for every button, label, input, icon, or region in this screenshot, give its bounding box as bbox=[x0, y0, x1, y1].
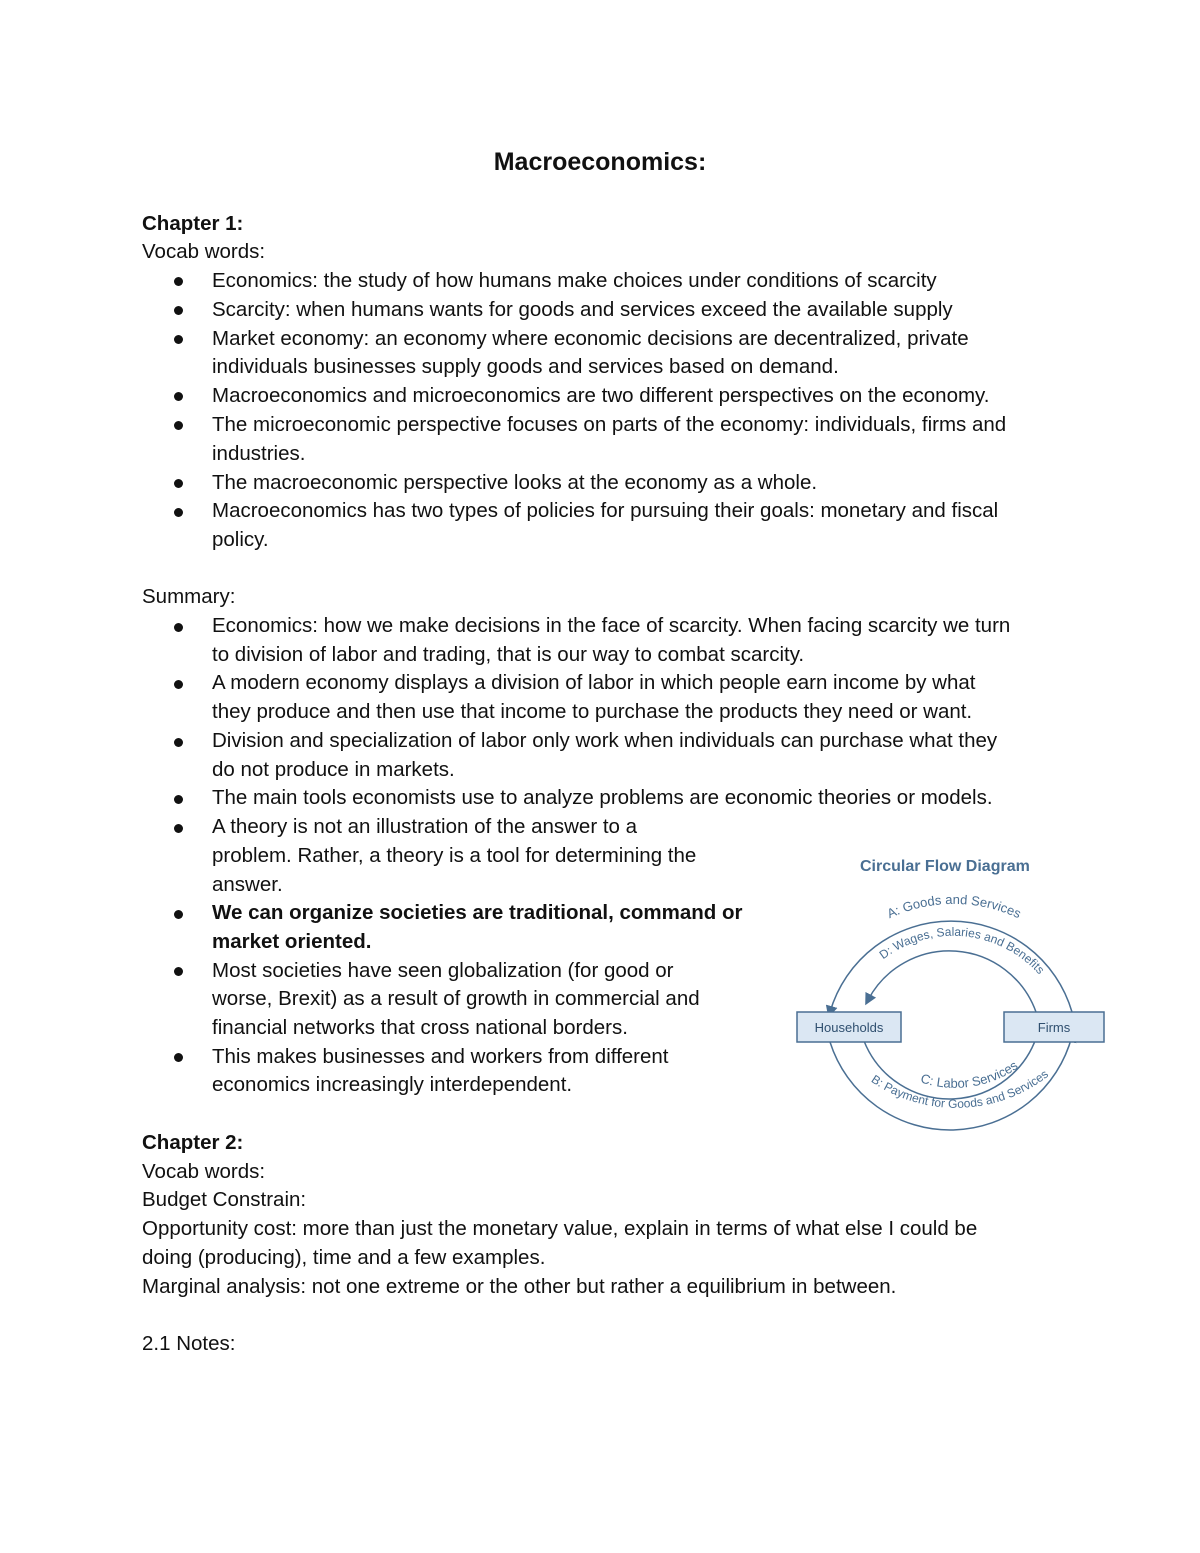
list-item-continued: economics increasingly interdependent. bbox=[212, 1073, 573, 1096]
marginal-analysis: Marginal analysis: not one extreme or the other but rather a equilibrium in between. bbox=[142, 1275, 897, 1298]
list-item: The macroeconomic perspective looks at the economy as a whole. bbox=[212, 471, 818, 494]
list-item-continued: they produce and then use that income to purchase the products they need or want. bbox=[212, 700, 973, 723]
budget-constraint: Budget Constrain: bbox=[142, 1188, 307, 1211]
list-item: Economics: how we make decisions in the face of scarcity. When facing scarcity we turn bbox=[212, 614, 1011, 637]
list-item: We can organize societies are traditional, command or bbox=[212, 901, 743, 924]
bullet-dot bbox=[174, 910, 183, 919]
page-title: Macroeconomics: bbox=[493, 148, 707, 176]
list-item-continued: do not produce in markets. bbox=[212, 758, 455, 781]
bullet-dot bbox=[174, 277, 183, 286]
list-item: Most societies have seen globalization (for good or bbox=[212, 959, 674, 982]
chapter1-vocab-label: Vocab words: bbox=[142, 240, 266, 263]
chapter2-heading: Chapter 2: bbox=[142, 1131, 244, 1154]
diagram-title: Circular Flow Diagram bbox=[860, 858, 1030, 875]
list-item: Scarcity: when humans wants for goods and services exceed the available supply bbox=[212, 298, 953, 321]
arc-label-d: D: Wages, Salaries and Benefits bbox=[876, 924, 1048, 977]
bullet-dot bbox=[174, 508, 183, 517]
list-item-continued: market oriented. bbox=[212, 930, 372, 953]
bullet-dot bbox=[174, 967, 183, 976]
notes-heading: 2.1 Notes: bbox=[142, 1332, 236, 1355]
list-item-continued: to division of labor and trading, that is our way to combat scarcity. bbox=[212, 643, 805, 666]
bullet-dot bbox=[174, 306, 183, 315]
arc-label-b: B: Payment for Goods and Services bbox=[868, 1066, 1051, 1111]
wages-arrow bbox=[868, 951, 1036, 1012]
chapter2-vocab-label: Vocab words: bbox=[142, 1160, 266, 1183]
opportunity-cost-line1: Opportunity cost: more than just the monetary value, explain in terms of what else I could be bbox=[142, 1217, 978, 1240]
list-item: Market economy: an economy where economic decisions are decentralized, private bbox=[212, 327, 969, 350]
list-item-continued: worse, Brexit) as a result of growth in commercial and bbox=[212, 987, 700, 1010]
list-item-continued: problem. Rather, a theory is a tool for determining the bbox=[212, 844, 697, 867]
list-item: Macroeconomics and microeconomics are two different perspectives on the economy. bbox=[212, 384, 990, 407]
bullet-dot bbox=[174, 392, 183, 401]
opportunity-cost-line2: doing (producing), time and a few examples. bbox=[142, 1246, 546, 1269]
list-item: Macroeconomics has two types of policies for pursuing their goals: monetary and fiscal bbox=[212, 499, 999, 522]
list-item-continued: answer. bbox=[212, 873, 283, 896]
households-label: Households bbox=[814, 1020, 884, 1035]
list-item: Division and specialization of labor only work when individuals can purchase what they bbox=[212, 729, 998, 752]
list-item: A theory is not an illustration of the answer to a bbox=[212, 815, 638, 838]
list-item: The microeconomic perspective focuses on parts of the economy: individuals, firms and bbox=[212, 413, 1007, 436]
bullet-dot bbox=[174, 421, 183, 430]
list-item: Economics: the study of how humans make choices under conditions of scarcity bbox=[212, 269, 937, 292]
arc-label-a: A: Goods and Services bbox=[884, 891, 1024, 922]
list-item: The main tools economists use to analyze problems are economic theories or models. bbox=[212, 786, 993, 809]
list-item-continued: financial networks that cross national borders. bbox=[212, 1016, 628, 1039]
bullet-dot bbox=[174, 623, 183, 632]
list-item-continued: individuals businesses supply goods and services based on demand. bbox=[212, 355, 839, 378]
bullet-dot bbox=[174, 479, 183, 488]
arc-label-c: C: Labor Services bbox=[919, 1057, 1021, 1091]
bullet-dot bbox=[174, 738, 183, 747]
summary-label: Summary: bbox=[142, 585, 236, 608]
chapter1-heading: Chapter 1: bbox=[142, 212, 244, 235]
firms-label: Firms bbox=[1037, 1020, 1071, 1035]
list-item-continued: policy. bbox=[212, 528, 269, 551]
list-item-continued: industries. bbox=[212, 442, 306, 465]
bullet-dot bbox=[174, 824, 183, 833]
bullet-dot bbox=[174, 335, 183, 344]
bullet-dot bbox=[174, 680, 183, 689]
bullet-dot bbox=[174, 1053, 183, 1062]
circular-flow-diagram bbox=[780, 836, 1140, 1156]
list-item: A modern economy displays a division of labor in which people earn income by what bbox=[212, 671, 976, 694]
bullet-dot bbox=[174, 795, 183, 804]
list-item: This makes businesses and workers from different bbox=[212, 1045, 669, 1068]
